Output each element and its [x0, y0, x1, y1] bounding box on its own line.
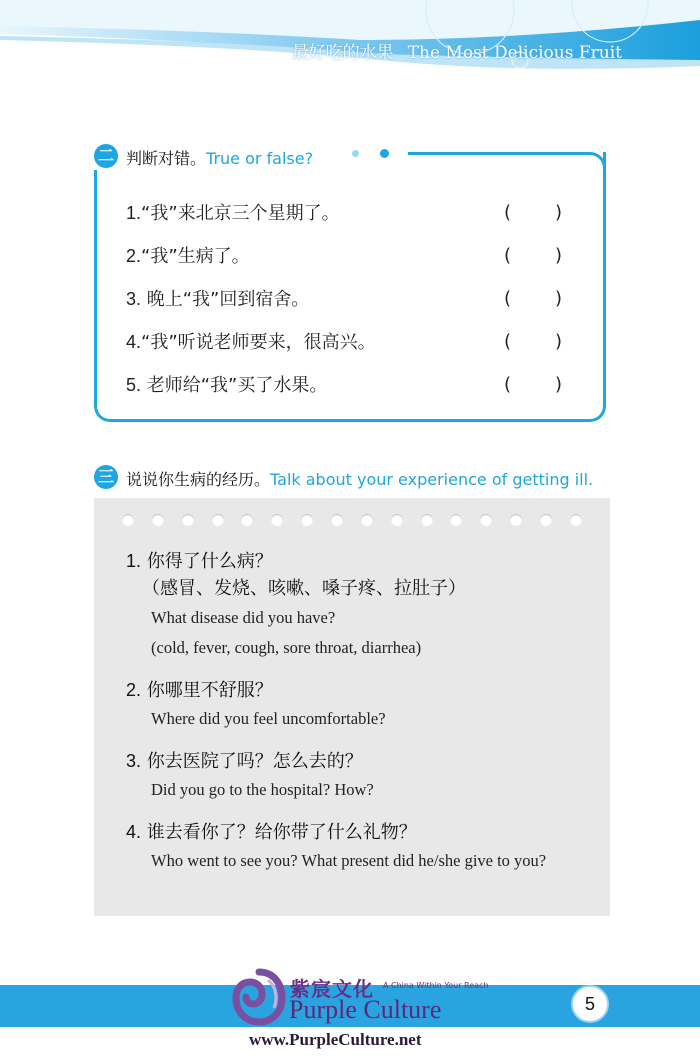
- statement-text: 晚上“我”回到宿舍。: [141, 289, 310, 310]
- answer-blank-close: ): [554, 245, 562, 266]
- section-3-title: [126, 467, 593, 490]
- section-3-title-en: Talk about your experience of getting ill.: [270, 470, 594, 489]
- question-zh: [126, 748, 586, 775]
- binder-hole: [361, 514, 373, 526]
- list-item: [126, 239, 576, 282]
- question-number: 3.: [126, 751, 142, 771]
- question-number: 2.: [126, 680, 142, 700]
- question-options: （感冒、发烧、咳嗽、嗓子疼、拉肚子）: [142, 578, 466, 599]
- true-false-list: [126, 196, 576, 411]
- binder-hole: [212, 514, 224, 526]
- header-banner: [0, 0, 700, 80]
- brand-tagline: A China Within Your Reach: [383, 981, 489, 990]
- question-en: What disease did you have?: [151, 608, 336, 627]
- statement-text: “我”生病了。: [141, 246, 250, 267]
- answer-blank-close: ): [554, 288, 562, 309]
- binder-hole: [331, 514, 343, 526]
- item-number: 5.: [126, 375, 142, 395]
- decor-dot-large: [380, 149, 389, 158]
- answer-blank[interactable]: [504, 368, 562, 402]
- page-number: 5: [571, 985, 609, 1023]
- answer-blank-close: ): [554, 331, 562, 352]
- answer-blank-close: ): [554, 202, 562, 223]
- purple-culture-logo-icon: [232, 968, 286, 1026]
- binder-hole: [391, 514, 403, 526]
- question-zh-text: 谁去看你了？给你带了什么礼物？: [141, 822, 417, 843]
- book-title-zh: 最好吃的水果: [291, 43, 394, 63]
- list-item: [126, 196, 576, 239]
- question-zh: [126, 677, 586, 704]
- answer-blank-open: (: [504, 245, 512, 266]
- section-3-badge: 三: [94, 465, 118, 489]
- binder-hole: [510, 514, 522, 526]
- answer-blank[interactable]: [504, 282, 562, 316]
- question-item: [126, 548, 586, 663]
- answer-blank-open: (: [504, 331, 512, 352]
- question-zh-text: 你得了什么病？: [141, 551, 273, 572]
- answer-blank-open: (: [504, 202, 512, 223]
- item-number: 4.: [126, 332, 142, 352]
- list-item: [126, 282, 576, 325]
- question-number: 1.: [126, 551, 142, 571]
- statement-text: “我”听说老师要来，很高兴。: [141, 332, 376, 353]
- answer-blank[interactable]: [504, 196, 562, 230]
- answer-blank-open: (: [504, 374, 512, 395]
- list-item: [126, 325, 576, 368]
- question-zh: [126, 548, 586, 575]
- section-2-badge: 二: [94, 144, 118, 168]
- notepad-holes: [122, 514, 582, 526]
- item-number: 3.: [126, 289, 142, 309]
- item-number: 1.: [126, 203, 142, 223]
- binder-hole: [570, 514, 582, 526]
- question-en: Did you go to the hospital? How?: [151, 780, 374, 799]
- book-title: [292, 38, 622, 63]
- question-zh-text: 你去医院了吗？怎么去的？: [141, 751, 363, 772]
- question-item: [126, 819, 586, 876]
- question-en-options: (cold, fever, cough, sore throat, diarrhea): [151, 638, 422, 657]
- binder-hole: [271, 514, 283, 526]
- answer-blank[interactable]: [504, 325, 562, 359]
- answer-blank-open: (: [504, 288, 512, 309]
- brand-name-en: Purple Culture: [289, 995, 442, 1024]
- list-item: [126, 368, 576, 411]
- binder-hole: [480, 514, 492, 526]
- question-en: Who went to see you? What present did he/she give to you?: [151, 851, 547, 870]
- question-en: Where did you feel uncomfortable?: [151, 709, 386, 728]
- binder-hole: [421, 514, 433, 526]
- section-2-title: [126, 146, 313, 169]
- answer-blank-close: ): [554, 374, 562, 395]
- question-zh: [126, 819, 586, 846]
- question-zh-text: 你哪里不舒服？: [141, 680, 273, 701]
- discussion-questions: [126, 548, 586, 890]
- section-3-title-zh: 说说你生病的经历。: [126, 470, 271, 489]
- statement-text: “我”来北京三个星期了。: [141, 203, 340, 224]
- binder-hole: [122, 514, 134, 526]
- binder-hole: [301, 514, 313, 526]
- binder-hole: [182, 514, 194, 526]
- binder-hole: [241, 514, 253, 526]
- item-number: 2.: [126, 246, 142, 266]
- section-2-title-zh: 判断对错。: [126, 149, 207, 168]
- binder-hole: [540, 514, 552, 526]
- true-false-frame-left: [94, 170, 97, 190]
- book-title-en: The Most Delicious Fruit: [407, 43, 622, 63]
- true-false-frame-top: [408, 152, 606, 172]
- question-number: 4.: [126, 822, 142, 842]
- decor-dot-small: [352, 150, 359, 157]
- binder-hole: [450, 514, 462, 526]
- binder-hole: [152, 514, 164, 526]
- question-item: [126, 677, 586, 734]
- question-item: [126, 748, 586, 805]
- section-2-title-en: True or false?: [206, 149, 314, 168]
- brand-url[interactable]: www.PurpleCulture.net: [249, 1030, 422, 1049]
- statement-text: 老师给“我”买了水果。: [141, 375, 328, 396]
- answer-blank[interactable]: [504, 239, 562, 273]
- brand-name-zh: 紫宸文化: [290, 977, 374, 1001]
